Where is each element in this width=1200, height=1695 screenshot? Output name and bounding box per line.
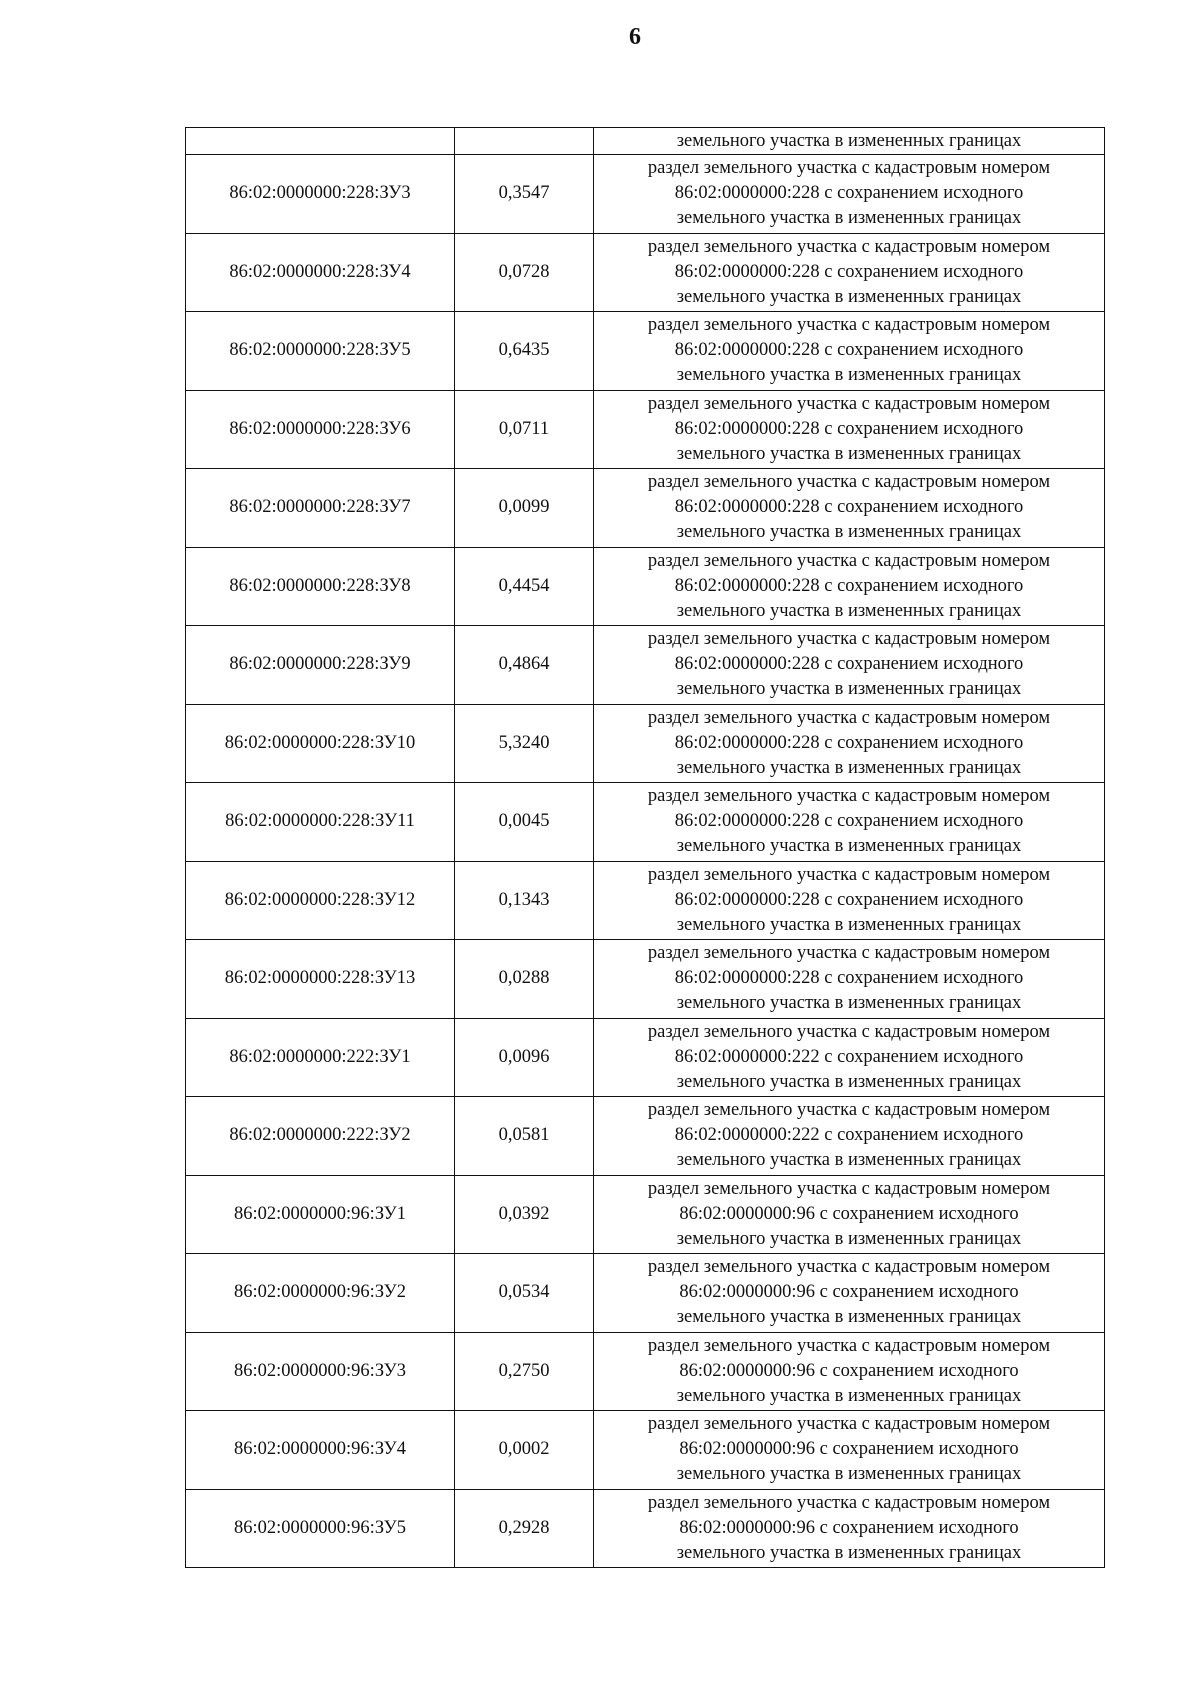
description-line: раздел земельного участка с кадастровым номером bbox=[647, 1335, 1051, 1356]
area-cell: 0,0534 bbox=[455, 1254, 594, 1333]
cadastral-number-cell: 86:02:0000000:96:ЗУ2 bbox=[186, 1254, 455, 1333]
cadastral-number-cell: 86:02:0000000:228:ЗУ9 bbox=[186, 626, 455, 705]
description-cell bbox=[594, 861, 1105, 940]
description-line: 86:02:0000000:228 с сохранением исходного bbox=[674, 497, 1024, 518]
description-line: раздел земельного участка с кадастровым номером bbox=[647, 158, 1051, 179]
area-cell: 0,0581 bbox=[455, 1097, 594, 1176]
area-cell: 0,0002 bbox=[455, 1411, 594, 1490]
table-row bbox=[186, 312, 1105, 391]
area-cell: 0,0096 bbox=[455, 1018, 594, 1097]
description-cell bbox=[594, 626, 1105, 705]
cadastral-number-cell: 86:02:0000000:228:ЗУ7 bbox=[186, 469, 455, 548]
page-number: 6 bbox=[629, 24, 641, 50]
description-line: земельного участка в измененных границах bbox=[676, 1542, 1022, 1563]
table-row bbox=[186, 1411, 1105, 1490]
description-line: раздел земельного участка с кадастровым номером bbox=[647, 1257, 1051, 1278]
cadastral-number-cell: 86:02:0000000:228:ЗУ12 bbox=[186, 861, 455, 940]
cadastral-number-cell: 86:02:0000000:96:ЗУ5 bbox=[186, 1489, 455, 1568]
description-line: раздел земельного участка с кадастровым номером bbox=[647, 1100, 1051, 1121]
description-line: раздел земельного участка с кадастровым номером bbox=[647, 629, 1051, 650]
description-line: земельного участка в измененных границах bbox=[676, 600, 1022, 621]
description-line: 86:02:0000000:228 с сохранением исходного bbox=[674, 811, 1024, 832]
description-line: 86:02:0000000:96 с сохранением исходного bbox=[679, 1203, 1019, 1224]
cadastral-number-cell: 86:02:0000000:228:ЗУ13 bbox=[186, 940, 455, 1019]
description-cell bbox=[594, 1254, 1105, 1333]
table-row bbox=[186, 1332, 1105, 1411]
description-cell bbox=[594, 155, 1105, 234]
description-cell bbox=[594, 1097, 1105, 1176]
description-cell bbox=[594, 1332, 1105, 1411]
table-row bbox=[186, 155, 1105, 234]
area-cell: 5,3240 bbox=[455, 704, 594, 783]
description-line: 86:02:0000000:228 с сохранением исходного bbox=[674, 732, 1024, 753]
description-line: земельного участка в измененных границах bbox=[676, 757, 1022, 778]
cadastral-number-cell: 86:02:0000000:228:ЗУ6 bbox=[186, 390, 455, 469]
area-cell: 0,2928 bbox=[455, 1489, 594, 1568]
cadastral-number-cell: 86:02:0000000:96:ЗУ1 bbox=[186, 1175, 455, 1254]
description-line: раздел земельного участка с кадастровым номером bbox=[647, 236, 1051, 257]
table-row bbox=[186, 469, 1105, 548]
area-cell: 0,4454 bbox=[455, 547, 594, 626]
description-line: 86:02:0000000:228 с сохранением исходного bbox=[674, 261, 1024, 282]
description-line: земельного участка в измененных границах bbox=[676, 679, 1022, 700]
table-row bbox=[186, 390, 1105, 469]
table-row bbox=[186, 861, 1105, 940]
description-cell bbox=[594, 1411, 1105, 1490]
cadastral-number-cell: 86:02:0000000:228:ЗУ10 bbox=[186, 704, 455, 783]
empty-area-cell bbox=[455, 128, 594, 155]
description-line: 86:02:0000000:96 с сохранением исходного bbox=[679, 1360, 1019, 1381]
description-line: раздел земельного участка с кадастровым номером bbox=[647, 550, 1051, 571]
description-line: раздел земельного участка с кадастровым номером bbox=[647, 707, 1051, 728]
description-cell bbox=[594, 312, 1105, 391]
description-line: земельного участка в измененных границах bbox=[676, 443, 1022, 464]
description-line: земельного участка в измененных границах bbox=[676, 522, 1022, 543]
description-line: 86:02:0000000:228 с сохранением исходного bbox=[674, 418, 1024, 439]
table-row bbox=[186, 233, 1105, 312]
cadastral-number-cell: 86:02:0000000:228:ЗУ11 bbox=[186, 783, 455, 862]
area-cell: 0,0099 bbox=[455, 469, 594, 548]
description-line: земельного участка в измененных границах bbox=[676, 993, 1022, 1014]
description-line: раздел земельного участка с кадастровым номером bbox=[647, 315, 1051, 336]
table-row bbox=[186, 1175, 1105, 1254]
description-line: 86:02:0000000:228 с сохранением исходного bbox=[674, 654, 1024, 675]
continuation-description-cell: земельного участка в измененных границах bbox=[594, 128, 1105, 155]
description-line: 86:02:0000000:222 с сохранением исходного bbox=[674, 1046, 1024, 1067]
table-row bbox=[186, 1489, 1105, 1568]
description-cell bbox=[594, 547, 1105, 626]
description-line: раздел земельного участка с кадастровым номером bbox=[647, 472, 1051, 493]
table-row bbox=[186, 1097, 1105, 1176]
description-line: 86:02:0000000:96 с сохранением исходного bbox=[679, 1517, 1019, 1538]
area-cell: 0,0728 bbox=[455, 233, 594, 312]
cadastral-number-cell: 86:02:0000000:228:ЗУ8 bbox=[186, 547, 455, 626]
empty-id-cell bbox=[186, 128, 455, 155]
table-body bbox=[186, 128, 1105, 1568]
area-cell: 0,6435 bbox=[455, 312, 594, 391]
description-line: земельного участка в измененных границах bbox=[676, 1228, 1022, 1249]
land-plots-table bbox=[185, 127, 1105, 1568]
description-line: раздел земельного участка с кадастровым номером bbox=[647, 786, 1051, 807]
table-row bbox=[186, 1018, 1105, 1097]
description-cell bbox=[594, 390, 1105, 469]
table-row bbox=[186, 1254, 1105, 1333]
area-cell: 0,4864 bbox=[455, 626, 594, 705]
cadastral-number-cell: 86:02:0000000:222:ЗУ1 bbox=[186, 1018, 455, 1097]
table-row bbox=[186, 940, 1105, 1019]
description-cell bbox=[594, 1175, 1105, 1254]
table-row bbox=[186, 783, 1105, 862]
description-line: земельного участка в измененных границах bbox=[676, 914, 1022, 935]
table-row bbox=[186, 704, 1105, 783]
description-cell bbox=[594, 1489, 1105, 1568]
description-line: земельного участка в измененных границах bbox=[676, 208, 1022, 229]
description-cell bbox=[594, 233, 1105, 312]
description-line: земельного участка в измененных границах bbox=[676, 1150, 1022, 1171]
description-line: раздел земельного участка с кадастровым номером bbox=[647, 393, 1051, 414]
description-line: 86:02:0000000:228 с сохранением исходного bbox=[674, 889, 1024, 910]
area-cell: 0,2750 bbox=[455, 1332, 594, 1411]
description-line: раздел земельного участка с кадастровым номером bbox=[647, 864, 1051, 885]
description-line: 86:02:0000000:222 с сохранением исходного bbox=[674, 1125, 1024, 1146]
description-line: земельного участка в измененных границах bbox=[676, 286, 1022, 307]
description-line: раздел земельного участка с кадастровым номером bbox=[647, 1021, 1051, 1042]
area-cell: 0,1343 bbox=[455, 861, 594, 940]
area-cell: 0,0711 bbox=[455, 390, 594, 469]
cadastral-number-cell: 86:02:0000000:96:ЗУ4 bbox=[186, 1411, 455, 1490]
description-line: 86:02:0000000:96 с сохранением исходного bbox=[679, 1439, 1019, 1460]
description-line: раздел земельного участка с кадастровым номером bbox=[647, 1414, 1051, 1435]
description-line: земельного участка в измененных границах bbox=[676, 1385, 1022, 1406]
table-row bbox=[186, 547, 1105, 626]
cadastral-number-cell: 86:02:0000000:222:ЗУ2 bbox=[186, 1097, 455, 1176]
description-line: раздел земельного участка с кадастровым номером bbox=[647, 1178, 1051, 1199]
description-line: 86:02:0000000:228 с сохранением исходного bbox=[674, 183, 1024, 204]
description-line: раздел земельного участка с кадастровым номером bbox=[647, 943, 1051, 964]
cadastral-number-cell: 86:02:0000000:96:ЗУ3 bbox=[186, 1332, 455, 1411]
description-line: 86:02:0000000:228 с сохранением исходного bbox=[674, 340, 1024, 361]
description-cell bbox=[594, 940, 1105, 1019]
area-cell: 0,0288 bbox=[455, 940, 594, 1019]
description-cell bbox=[594, 704, 1105, 783]
description-line: земельного участка в измененных границах bbox=[676, 836, 1022, 857]
description-line: земельного участка в измененных границах bbox=[676, 365, 1022, 386]
description-line: земельного участка в измененных границах bbox=[676, 1071, 1022, 1092]
description-cell bbox=[594, 1018, 1105, 1097]
description-line: 86:02:0000000:228 с сохранением исходного bbox=[674, 968, 1024, 989]
cadastral-number-cell: 86:02:0000000:228:ЗУ3 bbox=[186, 155, 455, 234]
area-cell: 0,0045 bbox=[455, 783, 594, 862]
area-cell: 0,3547 bbox=[455, 155, 594, 234]
description-line: 86:02:0000000:96 с сохранением исходного bbox=[679, 1282, 1019, 1303]
description-line: земельного участка в измененных границах bbox=[676, 1307, 1022, 1328]
description-line: земельного участка в измененных границах bbox=[676, 1464, 1022, 1485]
continuation-row bbox=[186, 128, 1105, 155]
description-line: 86:02:0000000:228 с сохранением исходного bbox=[674, 575, 1024, 596]
description-line: раздел земельного участка с кадастровым номером bbox=[647, 1492, 1051, 1513]
cadastral-number-cell: 86:02:0000000:228:ЗУ4 bbox=[186, 233, 455, 312]
description-cell bbox=[594, 783, 1105, 862]
area-cell: 0,0392 bbox=[455, 1175, 594, 1254]
description-cell bbox=[594, 469, 1105, 548]
table-row bbox=[186, 626, 1105, 705]
cadastral-number-cell: 86:02:0000000:228:ЗУ5 bbox=[186, 312, 455, 391]
